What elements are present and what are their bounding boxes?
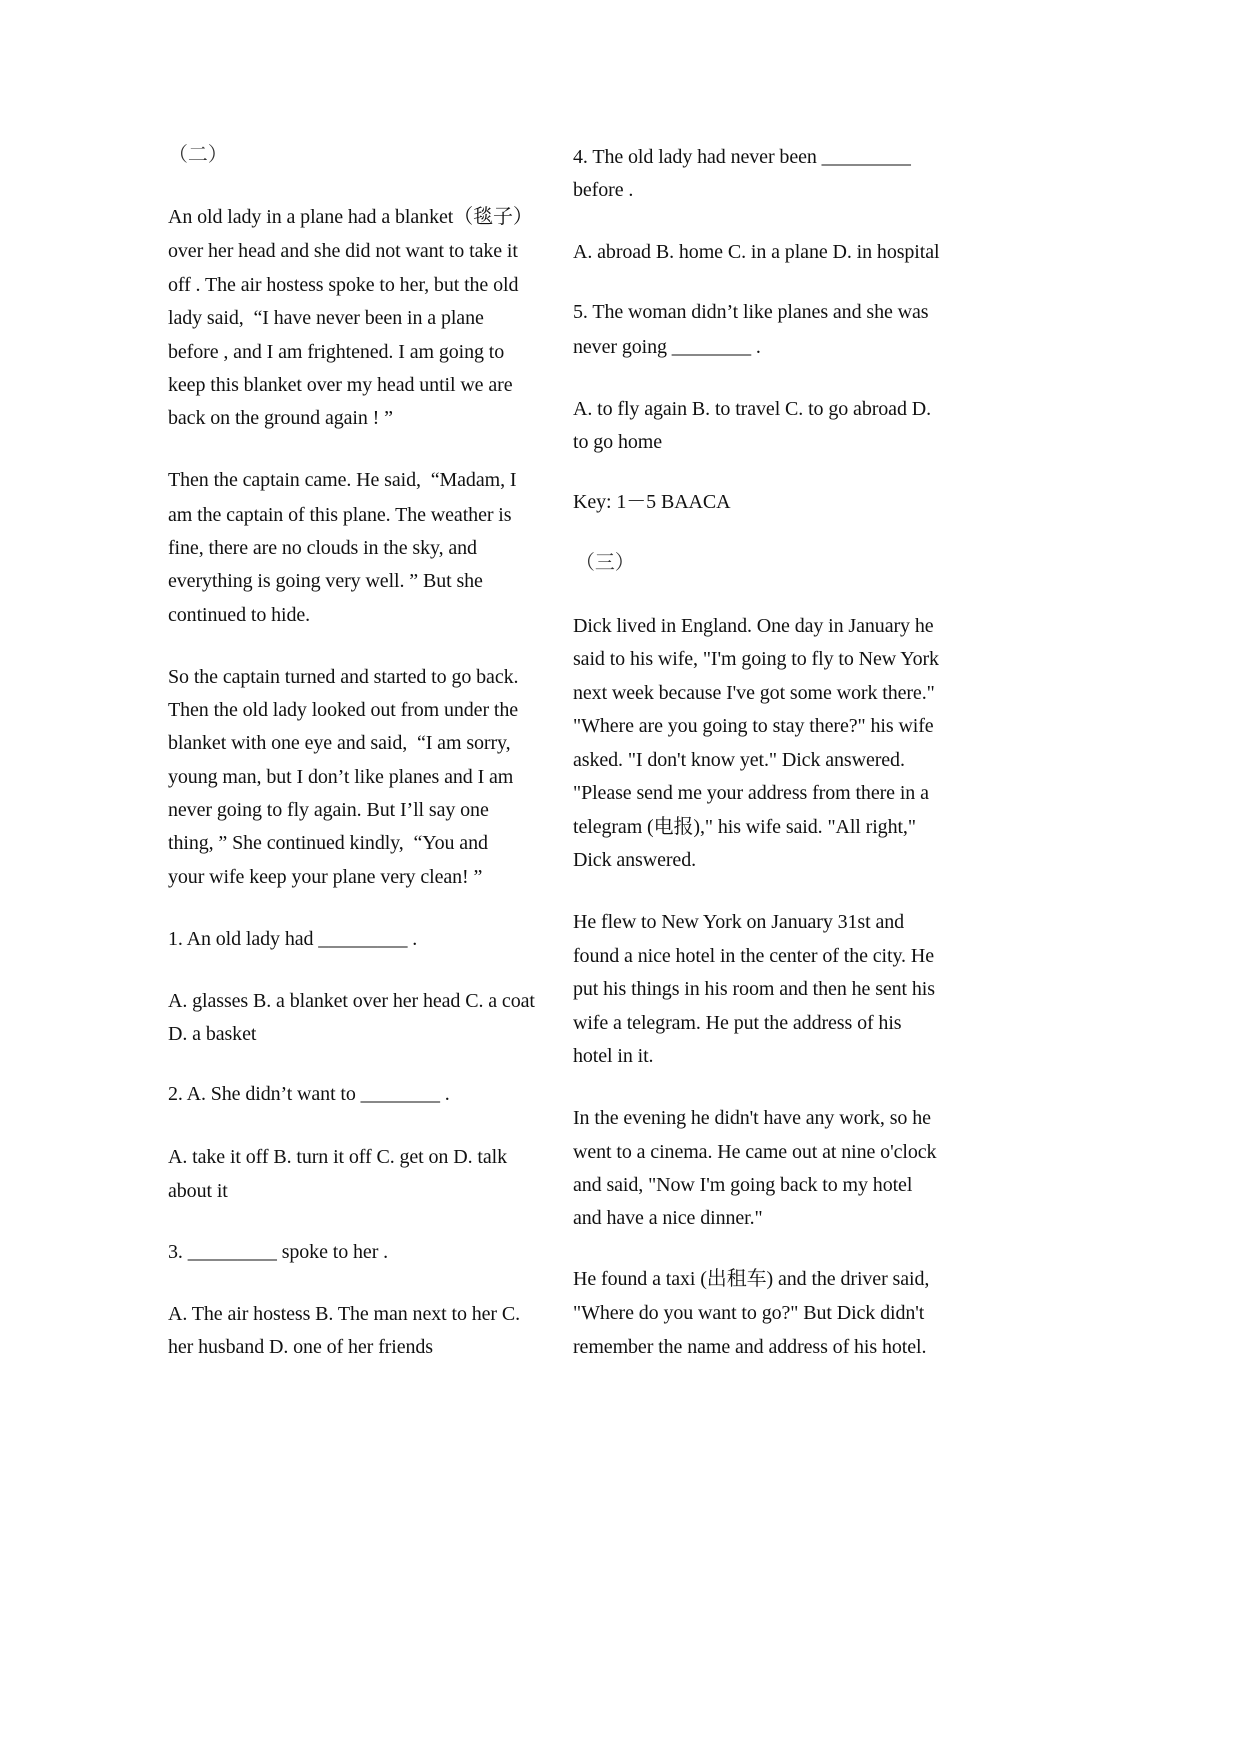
passage-line: An old lady in a plane had a blanket（毯子）	[168, 206, 533, 228]
passage-line: blanket with one eye and said, “I am sorry,	[168, 732, 511, 754]
passage-line: So the captain turned and started to go back.	[168, 666, 519, 688]
passage-line: went to a cinema. He came out at nine o'clock	[573, 1141, 937, 1163]
question-options: A. take it off B. turn it off C. get on D. talk	[168, 1146, 507, 1168]
passage-line: keep this blanket over my head until we are	[168, 374, 513, 396]
passage-line: wife a telegram. He put the address of his	[573, 1012, 902, 1034]
passage-line: continued to hide.	[168, 604, 311, 626]
passage-line: said to his wife, "I'm going to fly to New York	[573, 648, 939, 670]
question-options: her husband D. one of her friends	[168, 1336, 433, 1358]
passage-line: back on the ground again ! ”	[168, 407, 393, 429]
question-options: D. a basket	[168, 1023, 257, 1045]
passage-line: off . The air hostess spoke to her, but the old	[168, 274, 519, 296]
passage-line: over her head and she did not want to take it	[168, 240, 518, 262]
question-options: about it	[168, 1180, 228, 1202]
passage-line: found a nice hotel in the center of the city. He	[573, 945, 934, 967]
passage-line: thing, ” She continued kindly, “You and	[168, 832, 488, 854]
question-options: A. glasses B. a blanket over her head C. a coat	[168, 990, 535, 1012]
passage-line: hotel in it.	[573, 1045, 654, 1067]
question-text: 1. An old lady had _________ .	[168, 928, 418, 950]
passage-line: He found a taxi (出租车) and the driver said,	[573, 1268, 930, 1290]
question-options: A. The air hostess B. The man next to her C.	[168, 1303, 521, 1325]
passage-line: everything is going very well. ” But she	[168, 570, 483, 592]
passage-line: never going to fly again. But I’ll say one	[168, 799, 489, 821]
passage-line: Then the old lady looked out from under the	[168, 699, 519, 721]
passage-line: young man, but I don’t like planes and I am	[168, 766, 514, 788]
question-text: 4. The old lady had never been _________	[573, 146, 911, 168]
passage-line: remember the name and address of his hotel.	[573, 1336, 927, 1358]
passage-line: put his things in his room and then he sent his	[573, 978, 935, 1000]
passage-line: Then the captain came. He said, “Madam, I	[168, 469, 517, 491]
passage-line: telegram (电报)," his wife said. "All right,"	[573, 816, 916, 838]
section-heading: （二）	[168, 144, 228, 166]
passage-line: "Where are you going to stay there?" his wife	[573, 715, 934, 737]
passage-line: lady said, “I have never been in a plane	[168, 307, 484, 329]
question-options: to go home	[573, 431, 662, 453]
question-options: A. to fly again B. to travel C. to go abroad D.	[573, 398, 932, 420]
question-text: 5. The woman didn’t like planes and she was	[573, 301, 929, 323]
passage-line: your wife keep your plane very clean! ”	[168, 866, 483, 888]
passage-line: fine, there are no clouds in the sky, and	[168, 537, 477, 559]
answer-key: Key: 1－5 BAACA	[573, 491, 731, 513]
passage-line: and have a nice dinner."	[573, 1207, 763, 1229]
passage-line: "Where do you want to go?" But Dick didn't	[573, 1302, 925, 1324]
section-heading: （三）	[575, 552, 635, 574]
passage-line: next week because I've got some work there."	[573, 682, 935, 704]
passage-line: In the evening he didn't have any work, so he	[573, 1107, 931, 1129]
passage-line: Dick answered.	[573, 849, 696, 871]
passage-line: Dick lived in England. One day in January he	[573, 615, 934, 637]
question-options: A. abroad B. home C. in a plane D. in hospital	[573, 241, 940, 263]
passage-line: am the captain of this plane. The weather is	[168, 504, 512, 526]
question-text: 3. _________ spoke to her .	[168, 1241, 389, 1263]
passage-line: and said, "Now I'm going back to my hotel	[573, 1174, 913, 1196]
question-text: never going ________ .	[573, 336, 761, 358]
question-text: before .	[573, 179, 634, 201]
passage-line: asked. "I don't know yet." Dick answered.	[573, 749, 905, 771]
question-text: 2. A. She didn’t want to ________ .	[168, 1083, 450, 1105]
passage-line: "Please send me your address from there in a	[573, 782, 929, 804]
passage-line: before , and I am frightened. I am going to	[168, 341, 505, 363]
passage-line: He flew to New York on January 31st and	[573, 911, 905, 933]
